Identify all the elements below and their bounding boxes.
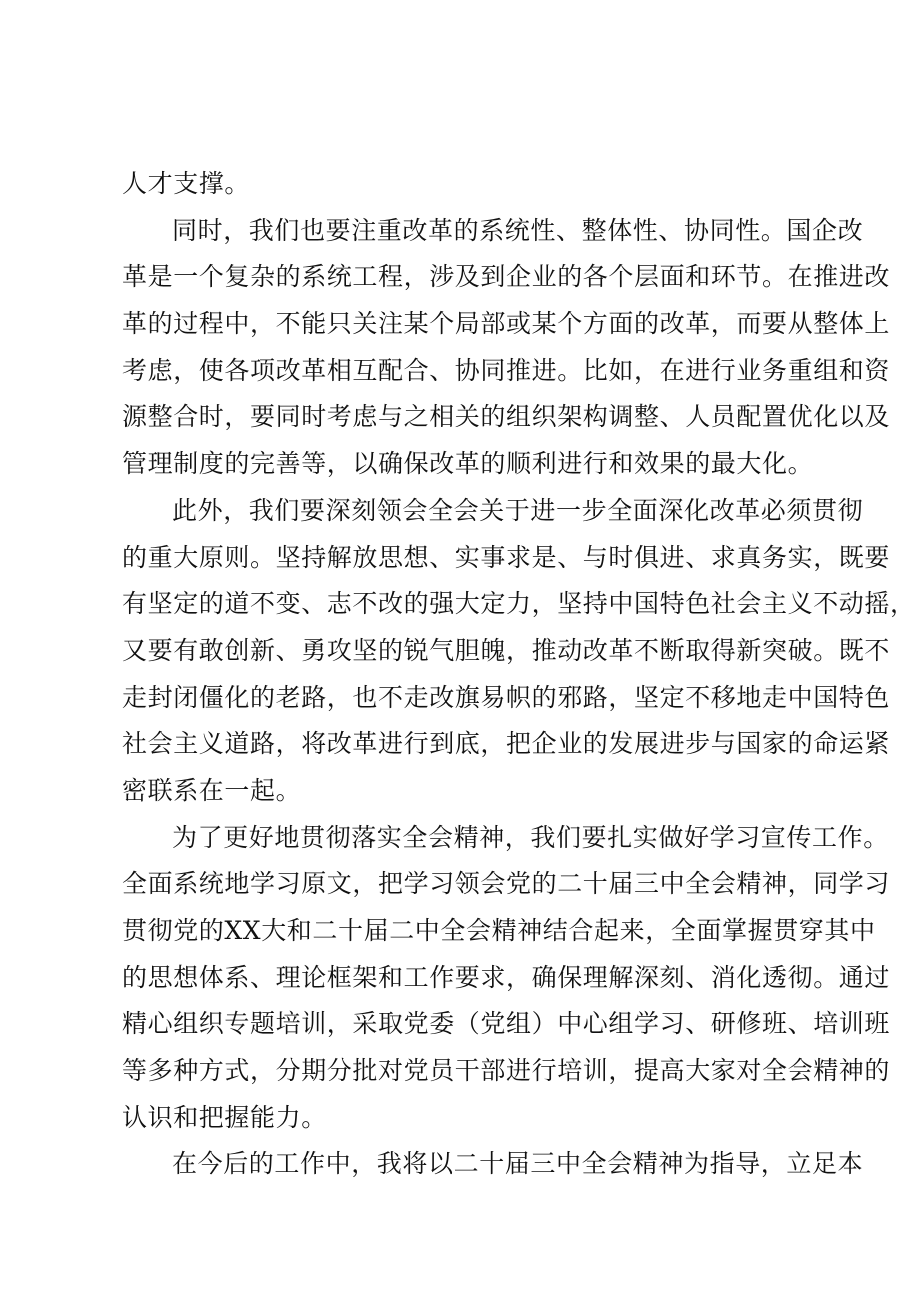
text-line: 人才支撑。: [122, 169, 251, 198]
text-line: 贯彻党的XX大和二十届二中全会精神结合起来，全面掌握贯穿其中: [122, 916, 876, 945]
paragraph-first-line: 同时，我们也要注重改革的系统性、整体性、协同性。国企改: [172, 215, 864, 245]
text-line: 又要有敢创新、勇攻坚的锐气胆魄，推动改革不断取得新突破。既不: [122, 635, 891, 665]
text-line: 有坚定的道不变、志不改的强大定力，坚持中国特色社会主义不动摇，: [122, 589, 916, 619]
text-line: 走封闭僵化的老路，也不走改旗易帜的邪路，坚定不移地走中国特色: [122, 682, 891, 712]
text-line: 的思想体系、理论框架和工作要求，确保理解深刻、消化透彻。通过: [122, 962, 891, 992]
text-line: 革是一个复杂的系统工程，涉及到企业的各个层面和环节。在推进改: [122, 262, 891, 292]
text-line: 的重大原则。坚持解放思想、实事求是、与时俱进、求真务实，既要: [122, 542, 891, 572]
text-line: 革的过程中，不能只关注某个局部或某个方面的改革，而要从整体上: [122, 309, 891, 339]
paragraph-first-line: 在今后的工作中，我将以二十届三中全会精神为指导，立足本: [172, 1149, 864, 1179]
text-line: 源整合时，要同时考虑与之相关的组织架构调整、人员配置优化以及: [122, 402, 891, 432]
text-line: 社会主义道路，将改革进行到底，把企业的发展进步与国家的命运紧: [122, 729, 891, 759]
text-line: 认识和把握能力。: [122, 1102, 327, 1132]
paragraph-first-line: 为了更好地贯彻落实全会精神，我们要扎实做好学习宣传工作。: [172, 822, 889, 852]
text-line: 精心组织专题培训，采取党委（党组）中心组学习、研修班、培训班: [122, 1009, 891, 1039]
text-line: 管理制度的完善等，以确保改革的顺利进行和效果的最大化。: [122, 449, 814, 479]
body-text: [122, 161, 916, 1188]
text-line: 全面系统地学习原文，把学习领会党的二十届三中全会精神，同学习: [122, 869, 891, 899]
text-line: 等多种方式，分期分批对党员干部进行培训，提高大家对全会精神的: [122, 1056, 891, 1086]
paragraph-first-line: 此外，我们要深刻领会全会关于进一步全面深化改革必须贯彻: [172, 495, 864, 525]
text-line: 考虑，使各项改革相互配合、协同推进。比如，在进行业务重组和资: [122, 355, 891, 385]
text-line: 密联系在一起。: [122, 775, 302, 805]
